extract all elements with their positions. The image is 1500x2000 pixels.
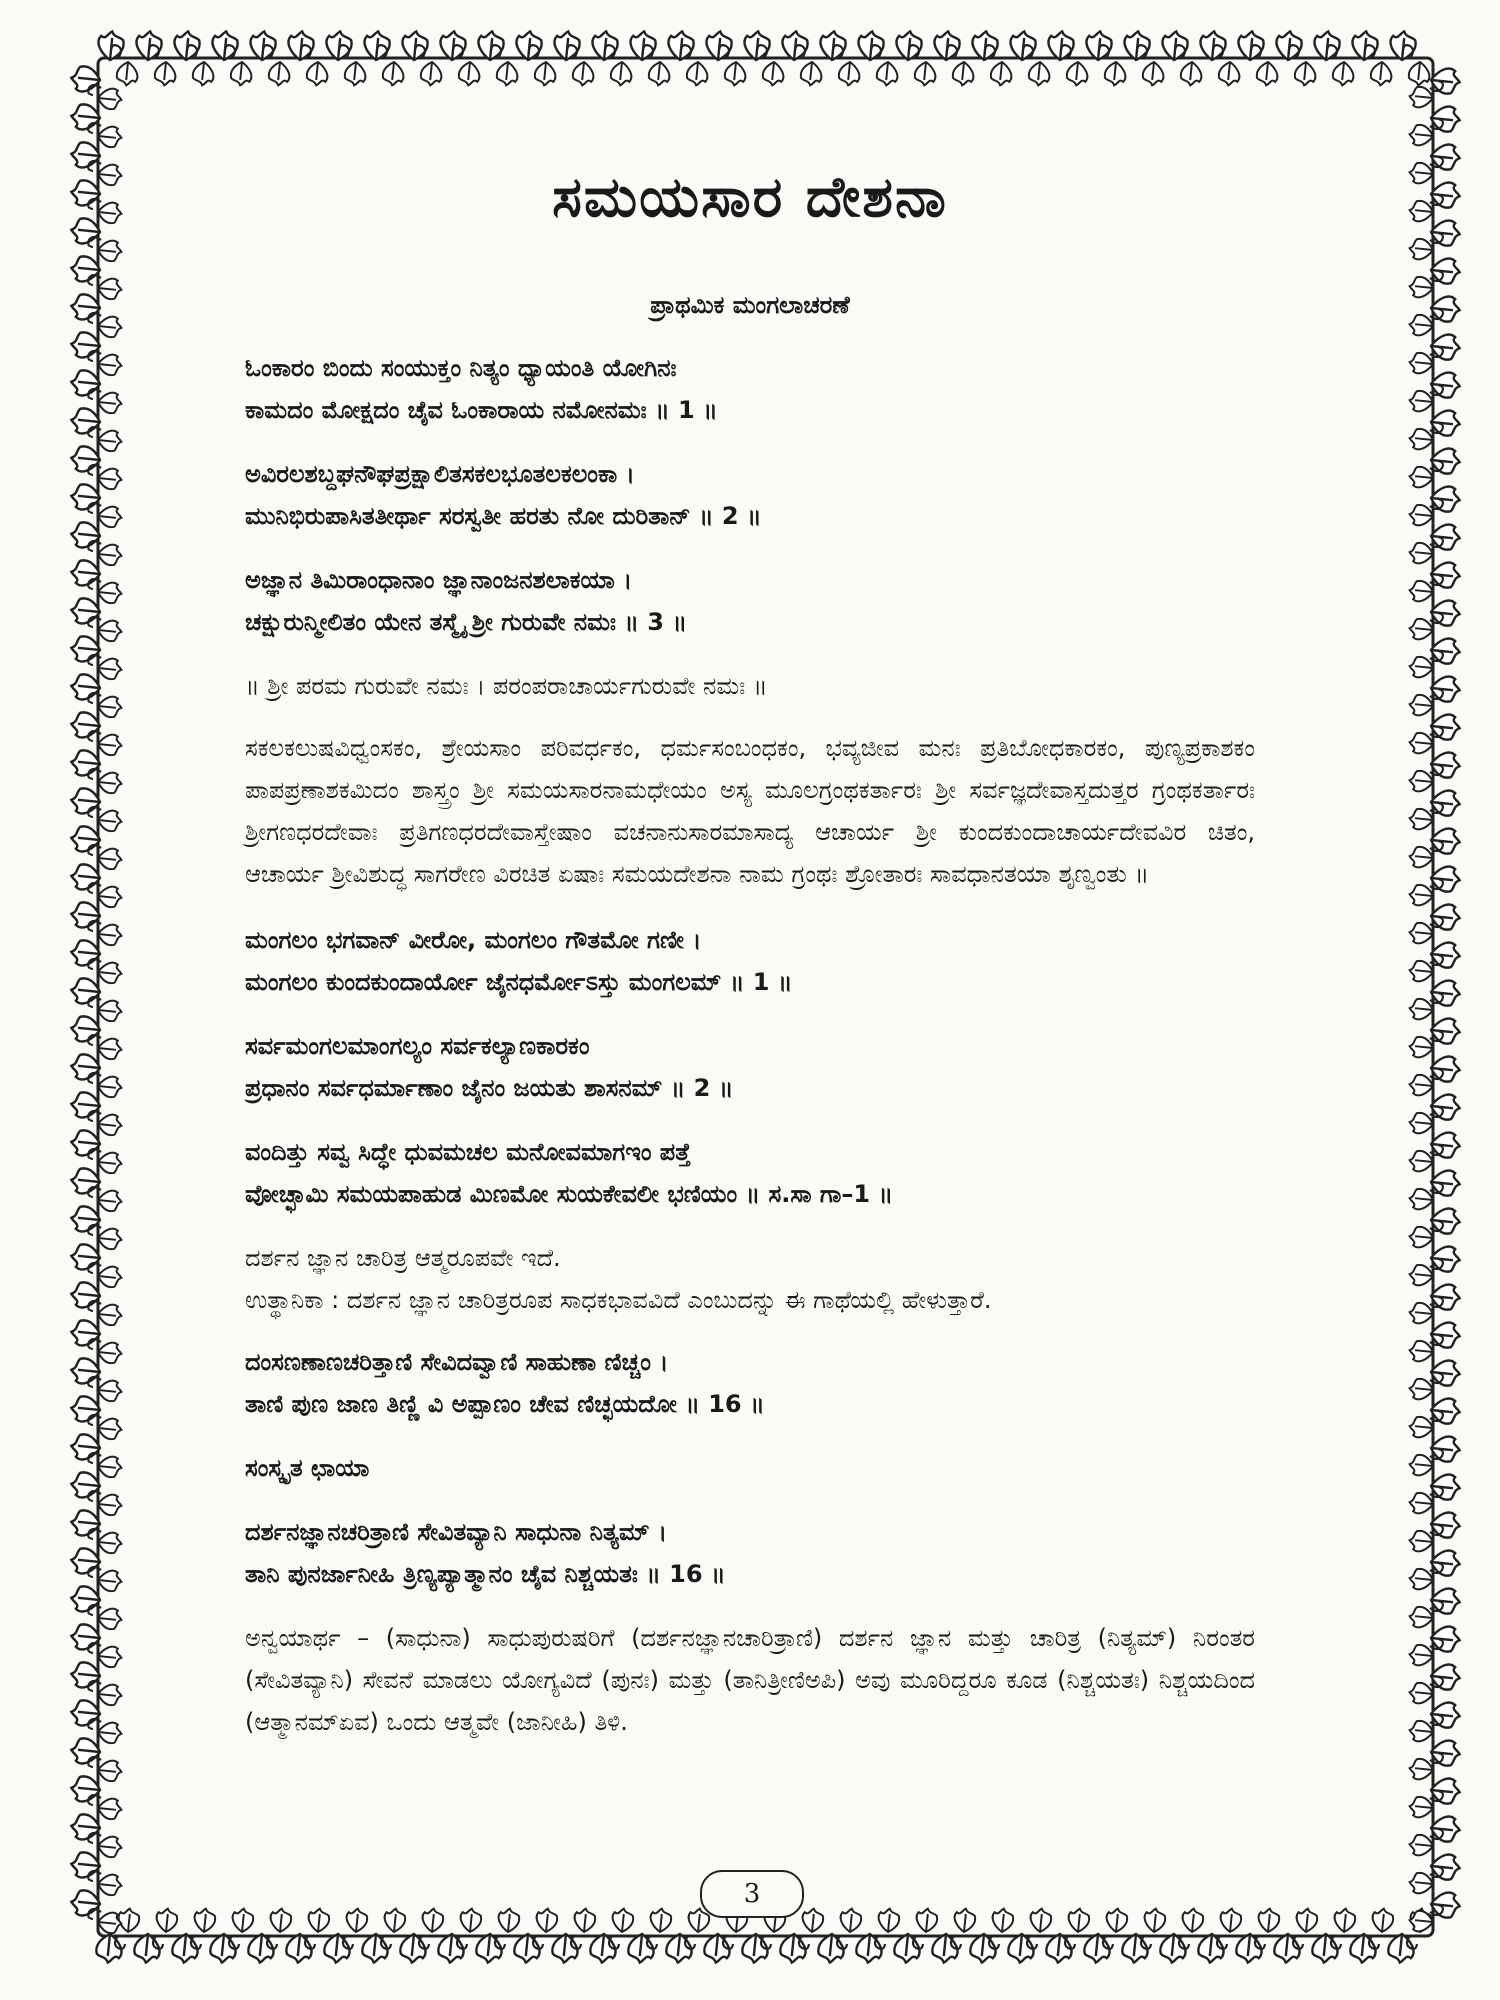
leaf-ornament (71, 66, 100, 91)
leaf-ornament (1143, 62, 1164, 85)
leaf-ornament (1410, 1759, 1433, 1780)
verse-line: ತಾಣಿ ಪುಣ ಜಾಣ ತಿಣ್ಣಿ ವಿ ಅಪ್ಪಾಣಂ ಚೇವ ಣಿಚ್ಛಯದೋ ॥ 16 ॥ (245, 1390, 765, 1418)
leaf-ornament (98, 1875, 121, 1896)
mangala-verse-2 (245, 1025, 1255, 1109)
leaf-ornament (98, 659, 121, 680)
leaf-ornament (71, 1890, 100, 1915)
leaf-ornament (1295, 62, 1316, 85)
leaf-ornament (1410, 1455, 1433, 1476)
leaf-ornament (98, 507, 121, 528)
leaf-ornament (1297, 1909, 1318, 1932)
leaf-ornament (71, 370, 100, 395)
section-heading: ಪ್ರಾಥಮಿಕ ಮಂಗಲಾಚರಣೆ (650, 291, 850, 319)
leaf-ornament (155, 62, 176, 85)
verse-1 (245, 347, 1255, 431)
leaf-ornament (1105, 62, 1126, 85)
statement: ದರ್ಶನ ಜ್ಞಾನ ಚಾರಿತ್ರ ಆತ್ಮರೂಪವೇ ಇದೆ. (245, 1244, 561, 1272)
leaf-ornament (71, 1624, 100, 1649)
leaf-ornament (1373, 1909, 1394, 1932)
leaf-ornament (385, 1909, 406, 1932)
leaf-ornament (1410, 467, 1433, 488)
page-content (245, 150, 1255, 1767)
leaf-ornament (1257, 62, 1278, 85)
leaf-ornament (1410, 125, 1433, 146)
leaf-ornament (1410, 87, 1433, 108)
leaf-ornament (71, 522, 100, 547)
leaf-ornament (98, 1343, 121, 1364)
leaf-ornament (98, 317, 121, 338)
leaf-ornament (1410, 429, 1433, 450)
leaf-ornament (537, 1909, 558, 1932)
verse-2 (245, 453, 1255, 537)
leaf-ornament (98, 279, 121, 300)
sanskrit-heading-wrap (245, 1447, 1255, 1489)
leaf-ornament (71, 788, 100, 813)
leaf-ornament (71, 1054, 100, 1079)
verse-line: ದಂಸಣಣಾಣಚರಿತ್ತಾಣಿ ಸೇವಿದವ್ವಾಣಿ ಸಾಹುಣಾ ಣಿಚ್ಚಂ । (245, 1348, 669, 1376)
leaf-ornament (71, 104, 100, 129)
salutation: ॥ ಶ್ರೀ ಪರಮ ಗುರುವೇ ನಮಃ । ಪರಂಪರಾಚಾರ್ಯಗುರುವೇ ನಮಃ ॥ (245, 672, 768, 700)
leaf-ornament (421, 62, 442, 85)
page-number: 3 (700, 1870, 804, 1918)
leaf-ornament (98, 925, 121, 946)
verse-line: ಚಕ್ಷುರುನ್ಮೀಲಿತಂ ಯೇನ ತಸ್ಮೈ ಶ್ರೀ ಗುರುವೇ ನಮಃ ॥ 3 ॥ (245, 608, 687, 636)
leaf-ornament (98, 773, 121, 794)
leaf-ornament (71, 446, 100, 471)
leaf-ornament (71, 1282, 100, 1307)
leaf-ornament (98, 355, 121, 376)
leaf-ornament (98, 1077, 121, 1098)
leaf-ornament (725, 62, 746, 85)
leaf-ornament (98, 1571, 121, 1592)
leaf-ornament (71, 1358, 100, 1383)
utthanika: ಉತ್ಥಾನಿಕಾ : ದರ್ಶನ ಜ್ಞಾನ ಚಾರಿತ್ರರೂಪ ಸಾಧಕಭಾವವಿದೆ ಎಂಬುದನ್ನು ಈ ಗಾಥೆಯಲ್ಲಿ ಹೇಳುತ್ತಾರೆ. (245, 1286, 992, 1314)
leaf-ornament (71, 750, 100, 775)
leaf-ornament (98, 89, 121, 110)
leaf-ornament (98, 1837, 121, 1858)
leaf-ornament (71, 294, 100, 319)
leaf-ornament (71, 940, 100, 965)
leaf-ornament (98, 1913, 121, 1934)
leaf-ornament (1410, 961, 1433, 982)
leaf-ornament (233, 1909, 254, 1932)
leaf-ornament (1410, 1683, 1433, 1704)
leaf-ornament (1410, 619, 1433, 640)
leaf-ornament (71, 1016, 100, 1041)
leaf-ornament (98, 1799, 121, 1820)
leaf-ornament (1335, 1909, 1356, 1932)
leaf-ornament (98, 1457, 121, 1478)
leaf-ornament (71, 1700, 100, 1725)
leaf-ornament (71, 1738, 100, 1763)
leaf-ornament (157, 1909, 178, 1932)
leaf-ornament (1410, 277, 1433, 298)
leaf-ornament (98, 1609, 121, 1630)
leaf-ornament (1029, 62, 1050, 85)
leaf-ornament (71, 864, 100, 889)
leaf-ornament (98, 469, 121, 490)
leaf-ornament (269, 62, 290, 85)
leaf-ornament (71, 712, 100, 737)
leaf-ornament (687, 62, 708, 85)
leaf-ornament (71, 1396, 100, 1421)
leaf-ornament (1221, 1909, 1242, 1932)
leaf-ornament (1410, 1303, 1433, 1324)
verse-line: ಮಂಗಲಂ ಭಗವಾನ್ ವೀರೋ, ಮಂಗಲಂ ಗೌತಮೋ ಗಣೀ । (245, 926, 702, 954)
leaf-ornament (1069, 1909, 1090, 1932)
leaf-ornament (71, 598, 100, 623)
page-number-badge (700, 1870, 800, 1914)
leaf-ornament (98, 1381, 121, 1402)
leaf-ornament (839, 62, 860, 85)
verse-line: ತಾನಿ ಪುನರ್ಜಾನೀಹಿ ತ್ರಿಣ್ಯಪ್ಯಾತ್ಮಾನಂ ಚೈವ ನಿಶ್ಚಯತಃ ॥ 16 ॥ (245, 1560, 726, 1588)
leaf-ornament (1410, 163, 1433, 184)
leaf-ornament (98, 849, 121, 870)
verse-line: ವಂದಿತ್ತು ಸವ್ವ ಸಿದ್ಧೇ ಧುವಮಚಲ ಮನೋವಮಾಗಇಂ ಪತ್ತೆ (245, 1138, 691, 1166)
leaf-ornament (98, 1039, 121, 1060)
leaf-ornament (1409, 62, 1430, 85)
leaf-ornament (917, 1909, 938, 1932)
intro-paragraph: ಸಕಲಕಲುಷವಿಧ್ವಂಸಕಂ, ಶ್ರೇಯಸಾಂ ಪರಿವರ್ಧಕಂ, ಧರ್ಮಸಂಬಂಧಕಂ, ಭವ್ಯಜೀವ ಮನಃ ಪ್ರತಿಬೋಧಕಾರಕಂ, ಪುಣ್ಯಪ್ರಕಾಶಕಂ ಪಾಪಪ್ರಣಾಶಕಮಿದಂ ಶಾಸ್ತ್ರಂ ಶ್ರೀ ಸಮಯಸಾರನಾಮಧೇಯಂ ಅಸ್ಯ ಮೂಲಗ್ರಂಥಕರ್ತಾರಃ ಶ್ರೀ ಸರ್ವಜ್ಞದೇವಾಸ್ತದುತ್ತರ ಗ್ರಂಥಕರ್ತಾರಃ ಶ್ರೀಗಣಧರದೇವಾಃ ಪ್ರತಿಗಣಧರದೇವಾಸ್ತೇಷಾಂ ವಚನಾನುಸಾರಮಾಸಾದ್ಯ ಆಚಾರ್ಯ ಶ್ರೀ ಕುಂದಕುಂದಾಚಾರ್ಯದೇವವಿರ ಚಿತಂ, ಆಚಾರ್ಯ ಶ್ರೀವಿಶುದ್ಧ ಸಾಗರೇಣ ವಿರಚಿತ ಏಷಾಃ ಸಮಯದೇಶನಾ ನಾಮ ಗ್ರಂಥಃ ಶ್ರೋತಾರಃ ಸಾವಧಾನತಯಾ ಶೃಣ್ವಂತು ॥ (245, 734, 1255, 888)
mangala-verse-1 (245, 919, 1255, 1003)
leaf-ornament (1259, 1909, 1280, 1932)
leaf-ornament (1031, 1909, 1052, 1932)
leaf-ornament (1183, 1909, 1204, 1932)
leaf-ornament (1410, 581, 1433, 602)
page-title: ಸಮಯಸಾರ ದೇಶನಾ (552, 165, 948, 230)
leaf-ornament (71, 674, 100, 699)
leaf-ornament (1410, 201, 1433, 222)
leaf-ornament (309, 1909, 330, 1932)
leaf-ornament (98, 241, 121, 262)
sanskrit-heading: ಸಂಸ್ಕೃತ ಛಾಯಾ (245, 1454, 370, 1482)
leaf-ornament (98, 1267, 121, 1288)
leaf-ornament (499, 1909, 520, 1932)
leaf-ornament (71, 1472, 100, 1497)
leaf-ornament (71, 1320, 100, 1345)
leaf-ornament (1410, 1151, 1433, 1172)
leaf-ornament (71, 1206, 100, 1231)
leaf-ornament (98, 127, 121, 148)
leaf-ornament (98, 621, 121, 642)
leaf-ornament (71, 1662, 100, 1687)
leaf-ornament (98, 1153, 121, 1174)
leaf-ornament (71, 1586, 100, 1611)
leaf-ornament (98, 887, 121, 908)
leaf-ornament (993, 1909, 1014, 1932)
leaf-ornament (1410, 1417, 1433, 1438)
leaf-ornament (98, 1723, 121, 1744)
leaf-ornament (71, 180, 100, 205)
leaf-ornament (1410, 1721, 1433, 1742)
leaf-ornament (1410, 1797, 1433, 1818)
leaf-ornament (71, 1814, 100, 1839)
leaf-ornament (1410, 809, 1433, 830)
leaf-ornament (98, 1761, 121, 1782)
leaf-ornament (1410, 1227, 1433, 1248)
leaf-ornament (955, 1909, 976, 1932)
leaf-ornament (1410, 885, 1433, 906)
verse-3 (245, 559, 1255, 643)
anvayartha-paragraph: ಅನ್ವಯಾರ್ಥ – (ಸಾಧುನಾ) ಸಾಧುಪುರುಷರಿಗೆ (ದರ್ಶನಜ್ಞಾನಚಾರಿತ್ರಾಣಿ) ದರ್ಶನ ಜ್ಞಾನ ಮತ್ತು ಚಾರಿತ್ರ (ನಿತ್ಯಮ್) ನಿರಂತರ (ಸೇವಿತವ್ಯಾನಿ) ಸೇವನೆ ಮಾಡಲು ಯೋಗ್ಯವಿದೆ (ಪುನಃ) ಮತ್ತು (ತಾನಿತ್ರೀಣಿಅಪಿ) ಅವು ಮೂರಿದ್ದರೂ ಕೂಡ (ನಿಶ್ಚಯತಃ) ನಿಶ್ಚಯದಿಂದ (ಆತ್ಮಾನಮ್ಏವ) ಒಂದು ಆತ್ಮವೇ (ಜಾನೀಹಿ) ತಿಳಿ. (245, 1624, 1255, 1736)
leaf-ornament (71, 1168, 100, 1193)
leaf-ornament (71, 1092, 100, 1117)
leaf-ornament (1410, 315, 1433, 336)
leaf-ornament (71, 256, 100, 281)
leaf-ornament (71, 826, 100, 851)
leaf-ornament (535, 62, 556, 85)
verse-line: ಕಾಮದಂ ಮೋಕ್ಷದಂ ಚೈವ ಓಂಕಾರಾಯ ನಮೋನಮಃ ॥ 1 ॥ (245, 396, 718, 424)
leaf-ornament (98, 431, 121, 452)
leaf-ornament (1410, 1531, 1433, 1552)
leaf-ornament (98, 203, 121, 224)
leaf-ornament (71, 1244, 100, 1269)
leaf-ornament (423, 1909, 444, 1932)
leaf-ornament (1410, 695, 1433, 716)
leaf-ornament (1067, 62, 1088, 85)
leaf-ornament (71, 1776, 100, 1801)
leaf-ornament (1410, 847, 1433, 868)
leaf-ornament (193, 62, 214, 85)
verse-line: ಪ್ರಧಾನಂ ಸರ್ವಧರ್ಮಾಣಾಂ ಜೈನಂ ಜಯತು ಶಾಸನಮ್ ॥ 2 ॥ (245, 1074, 734, 1102)
leaf-ornament (497, 62, 518, 85)
leaf-ornament (71, 408, 100, 433)
leaf-ornament (1410, 391, 1433, 412)
leaf-ornament (1410, 999, 1433, 1020)
leaf-ornament (98, 1305, 121, 1326)
leaf-ornament (1410, 1569, 1433, 1590)
leaf-ornament (1107, 1909, 1128, 1932)
leaf-ornament (71, 636, 100, 661)
leaf-ornament (71, 1548, 100, 1573)
leaf-ornament (1410, 1835, 1433, 1856)
leaf-ornament (763, 62, 784, 85)
leaf-ornament (801, 62, 822, 85)
leaf-ornament (98, 697, 121, 718)
leaf-ornament (1410, 505, 1433, 526)
leaf-ornament (1219, 62, 1240, 85)
leaf-ornament (879, 1909, 900, 1932)
leaf-ornament (1371, 62, 1392, 85)
leaf-ornament (1410, 771, 1433, 792)
leaf-ornament (1410, 543, 1433, 564)
leaf-ornament (1410, 1607, 1433, 1628)
leaf-ornament (119, 1909, 140, 1932)
leaf-ornament (1410, 657, 1433, 678)
leaf-ornament (98, 1229, 121, 1250)
leaf-ornament (71, 902, 100, 927)
leaf-ornament (1410, 1873, 1433, 1894)
leaf-ornament (98, 735, 121, 756)
leaf-ornament (1410, 1113, 1433, 1134)
leaf-ornament (98, 1647, 121, 1668)
leaf-ornament (71, 1510, 100, 1535)
verse-line: ಅವಿರಲಶಬ್ದಘನೌಘಪ್ರಕ್ಷಾಲಿತಸಕಲಭೂತಲಕಲಂಕಾ । (245, 460, 635, 488)
verse-line: ಮಂಗಲಂ ಕುಂದಕುಂದಾರ್ಯೋ ಜೈನಧರ್ಮೋಽಸ್ತು ಮಂಗಲಮ್ ॥ 1 ॥ (245, 968, 793, 996)
leaf-ornament (98, 1685, 121, 1706)
verse-line: ಮುನಿಭಿರುಪಾಸಿತತೀರ್ಥಾ ಸರಸ್ವತೀ ಹರತು ನೋ ದುರಿತಾನ್ ॥ 2 ॥ (245, 502, 762, 530)
leaf-ornament (1410, 1493, 1433, 1514)
leaf-ornament (459, 62, 480, 85)
leaf-ornament (98, 1495, 121, 1516)
leaf-ornament (649, 62, 670, 85)
leaf-ornament (98, 1191, 121, 1212)
leaf-ornament (71, 1434, 100, 1459)
leaf-ornament (1410, 923, 1433, 944)
leaf-ornament (117, 62, 138, 85)
leaf-ornament (1410, 1189, 1433, 1210)
leaf-ornament (71, 1852, 100, 1877)
leaf-ornament (575, 1909, 596, 1932)
leaf-ornament (803, 1909, 824, 1932)
leaf-ornament (71, 560, 100, 585)
leaf-ornament (1410, 239, 1433, 260)
sanskrit-16 (245, 1511, 1255, 1595)
leaf-ornament (98, 165, 121, 186)
leaf-ornament (195, 1909, 216, 1932)
leaf-ornament (1410, 1341, 1433, 1362)
gatha-16 (245, 1341, 1255, 1425)
leaf-ornament (231, 62, 252, 85)
verse-line: ದರ್ಶನಜ್ಞಾನಚರಿತ್ರಾಣಿ ಸೇವಿತವ್ಯಾನಿ ಸಾಧುನಾ ನಿತ್ಯಮ್ । (245, 1518, 668, 1546)
leaf-ornament (1410, 1379, 1433, 1400)
leaf-ornament (613, 1909, 634, 1932)
leaf-ornament (98, 1533, 121, 1554)
verse-line: ಓಂಕಾರಂ ಬಿಂದು ಸಂಯುಕ್ತಂ ನಿತ್ಯಂ ಧ್ಯಾಯಂತಿ ಯೋಗಿನಃ (245, 354, 677, 382)
leaf-ornament (611, 62, 632, 85)
leaf-ornament (1410, 1265, 1433, 1286)
leaf-ornament (1410, 1075, 1433, 1096)
leaf-ornament (991, 62, 1012, 85)
leaf-ornament (345, 62, 366, 85)
leaf-ornament (461, 1909, 482, 1932)
leaf-ornament (573, 62, 594, 85)
leaf-ornament (347, 1909, 368, 1932)
leaf-ornament (98, 1001, 121, 1022)
leaf-ornament (1410, 1037, 1433, 1058)
leaf-ornament (841, 1909, 862, 1932)
leaf-ornament (71, 978, 100, 1003)
leaf-ornament (383, 62, 404, 85)
leaf-ornament (98, 1419, 121, 1440)
verse-line: ಅಜ್ಞಾನ ತಿಮಿರಾಂಧಾನಾಂ ಜ್ಞಾನಾಂಜನಶಲಾಕಯಾ । (245, 566, 633, 594)
verse-line: ವೋಚ್ಛಾಮಿ ಸಮಯಪಾಹುಡ ಮಿಣಮೋ ಸುಯಕೇವಲೀ ಭಣಿಯಂ ॥ ಸ.ಸಾ ಗಾ–1 ॥ (245, 1180, 894, 1208)
verse-line: ಸರ್ವಮಂಗಲಮಾಂಗಲ್ಯಂ ಸರ್ವಕಲ್ಯಾಣಕಾರಕಂ (245, 1032, 590, 1060)
leaf-ornament (651, 1909, 672, 1932)
leaf-ornament (98, 545, 121, 566)
leaf-ornament (1145, 1909, 1166, 1932)
leaf-ornament (71, 218, 100, 243)
leaf-ornament (1410, 353, 1433, 374)
leaf-ornament (98, 583, 121, 604)
leaf-ornament (271, 1909, 292, 1932)
leaf-ornament (71, 1130, 100, 1155)
leaf-ornament (953, 62, 974, 85)
leaf-ornament (1410, 1645, 1433, 1666)
mangala-verse-3 (245, 1131, 1255, 1215)
leaf-ornament (915, 62, 936, 85)
leaf-ornament (1333, 62, 1354, 85)
leaf-ornament (307, 62, 328, 85)
leaf-ornament (98, 393, 121, 414)
leaf-ornament (1410, 733, 1433, 754)
leaf-ornament (1181, 62, 1202, 85)
leaf-ornament (98, 963, 121, 984)
leaf-ornament (877, 62, 898, 85)
leaf-ornament (98, 1115, 121, 1136)
leaf-ornament (71, 332, 100, 357)
leaf-ornament (71, 484, 100, 509)
leaf-ornament (98, 811, 121, 832)
leaf-ornament (71, 142, 100, 167)
